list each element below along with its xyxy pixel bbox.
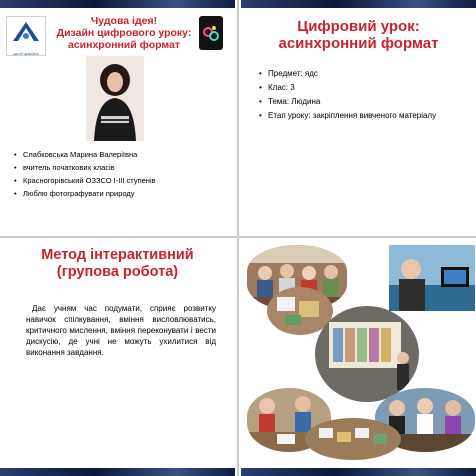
method-description: Дає учням час подумати, сприяє розвитку навичок спілкування, вміння висловлюватись, критичного мислення, вміння переконувати і вести дискусію, де учні не можуть ухилитися від виконання завдання. [26,304,216,357]
lesson-info-list [259,68,457,121]
slide-title: Чудова ідея! Дизайн цифрового уроку: асинхронний формат [56,15,192,51]
classroom-photo-boy-tablet [389,245,475,311]
app-icon [199,16,223,50]
slide-4[interactable] [241,240,476,476]
list-item: • Предмет: ядс [259,68,457,79]
list-item: • Красногорівський ОЗЗСО І-ІІІ ступенів [14,174,229,187]
slide-top-bar [0,0,235,8]
slide-bottom-bar [241,468,476,476]
slide-divider-horizontal [0,236,476,238]
teacher-info-list [14,148,229,200]
school-logo: ЦЕНТР ДИЗАЙНА [6,16,46,56]
slide-1[interactable] [0,0,235,235]
list-item: • вчитель початкових класів [14,161,229,174]
classroom-photo-cards [305,418,401,460]
list-item: • Люблю фотографувати природу [14,187,229,200]
slide-3[interactable] [0,240,235,476]
slide-title: Метод інтерактивний (групова робота) [41,247,194,280]
slide-title: Цифровий урок: асинхронний формат [278,18,439,52]
slide-top-bar [241,0,476,8]
classroom-photo-projector [315,306,419,402]
slide-bottom-bar [0,468,235,476]
list-item: • Тема: Людина [259,96,457,107]
slide-2[interactable] [241,0,476,235]
list-item: • Слабковська Марина Валеріївна [14,148,229,161]
slide-divider-vertical [237,0,239,476]
teacher-photo [86,56,144,141]
list-item: • Клас: 3 [259,82,457,93]
list-item: • Етап уроку: закріплення вивченого матеріалу [259,110,457,121]
